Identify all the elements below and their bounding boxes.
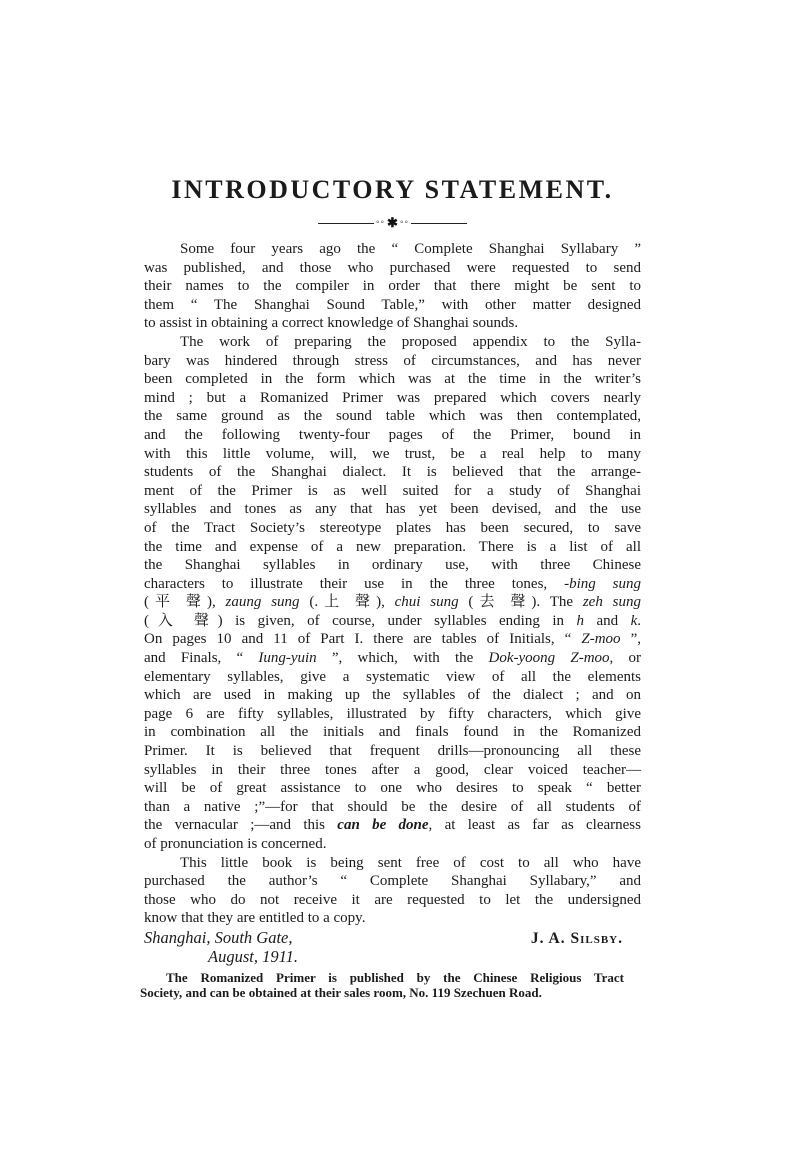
text-line: their names to the compiler in order that there might be sent to <box>144 278 641 295</box>
ornament-divider <box>144 217 641 229</box>
ornament-center-icon: ✱ <box>387 215 398 230</box>
document-page <box>140 0 641 1001</box>
text-line: This little book is being sent free of cost to all who have <box>180 854 641 871</box>
signature-name: J. A. Silsby. <box>530 929 623 947</box>
text-line: and Finals, “ Iung-yuin ”, which, with the Dok-yoong Z-moo, or <box>144 650 641 667</box>
text-line: which are used in making up the syllables of the dialect ; and on <box>144 687 641 704</box>
text-line: those who do not receive it are requested to let the undersigned <box>144 891 641 908</box>
signature-place: Shanghai, South Gate, <box>144 927 293 947</box>
page-title: INTRODUCTORY STATEMENT. <box>171 175 614 204</box>
text-line: the time and expense of a new preparation. There is a list of all <box>144 538 641 555</box>
footnote-line: Society, and can be obtained at their sales room, No. 119 Szechuen Road. <box>140 985 542 1001</box>
text-line: them “ The Shanghai Sound Table,” with other matter designed <box>144 296 641 313</box>
text-line: the Shanghai syllables in ordinary use, with three Chinese <box>144 557 641 574</box>
text-line: On pages 10 and 11 of Part I. there are tables of Initials, “ Z-moo ”, <box>144 631 641 648</box>
text-line: Some four years ago the “ Complete Shanghai Syllabary ” <box>180 241 641 257</box>
text-line: mind ; but a Romanized Primer was prepared which covers nearly <box>144 389 641 406</box>
text-line: Primer. It is believed that frequent drills—pronouncing all these <box>144 743 641 760</box>
footnote-line: The Romanized Primer is published by the Chinese Religious Tract <box>166 969 624 985</box>
text-line: syllables in their three tones after a good, clear voiced teacher— <box>144 761 641 778</box>
text-line: the same ground as the sound table which was then contemplated, <box>144 408 641 425</box>
text-line: syllables and tones as any that has yet been devised, and the use <box>144 501 641 518</box>
text-line: bary was hindered through stress of circumstances, and has never <box>144 352 641 369</box>
paragraph <box>144 854 641 928</box>
text-line: (入 聲) is given, of course, under syllables ending in h and k. <box>144 612 641 629</box>
text-line: of the Tract Society’s stereotype plates has been secured, to save <box>144 519 641 536</box>
text-line: characters to illustrate their use in the three tones, -bing sung <box>144 575 641 592</box>
text-line: been completed in the form which was at the time in the writer’s <box>144 371 641 388</box>
text-line: (平 聲), zaung sung (.上 聲), chui sung (去 聲). The zeh sung <box>144 594 641 611</box>
text-line: was published, and those who purchased were requested to send <box>144 259 641 276</box>
text-line: than a native ;”—for that should be the desire of all students of <box>144 798 641 815</box>
footnote <box>140 970 624 1001</box>
text-line: know that they are entitled to a copy. <box>144 910 366 927</box>
ornament-line-right <box>411 223 467 224</box>
paragraph <box>144 333 641 854</box>
text-line: elementary syllables, give a systematic view of all the elements <box>144 668 641 685</box>
ornament-dots-right: ◦◦ <box>399 217 410 228</box>
ornament-line-left <box>318 223 374 224</box>
text-line: purchased the author’s “ Complete Shanghai Syllabary,” and <box>144 873 641 890</box>
text-line: students of the Shanghai dialect. It is believed that the arrange- <box>144 464 641 481</box>
text-line: the vernacular ;—and this can be done, at least as far as clearness <box>144 817 641 834</box>
signature-date: August, 1911. <box>208 946 298 966</box>
text-line: and the following twenty-four pages of the Primer, bound in <box>144 426 641 443</box>
text-line: page 6 are fifty syllables, illustrated by fifty characters, which give <box>144 705 641 722</box>
ornament-dots-left: ◦◦ <box>375 217 386 228</box>
paragraph <box>144 240 641 333</box>
signature-row <box>144 929 641 948</box>
text-line: to assist in obtaining a correct knowledge of Shanghai sounds. <box>144 315 519 332</box>
text-line: will be of great assistance to one who desires to speak “ better <box>144 780 641 797</box>
text-line: of pronunciation is concerned. <box>144 836 327 852</box>
text-line: The work of preparing the proposed appendix to the Sylla- <box>180 333 641 350</box>
paragraphs <box>144 240 641 928</box>
text-line: ment of the Primer is as well suited for a study of Shanghai <box>144 482 641 499</box>
text-line: in combination all the initials and finals found in the Romanized <box>144 724 641 741</box>
text-line: with this little volume, will, we trust, be a real help to many <box>144 445 641 462</box>
